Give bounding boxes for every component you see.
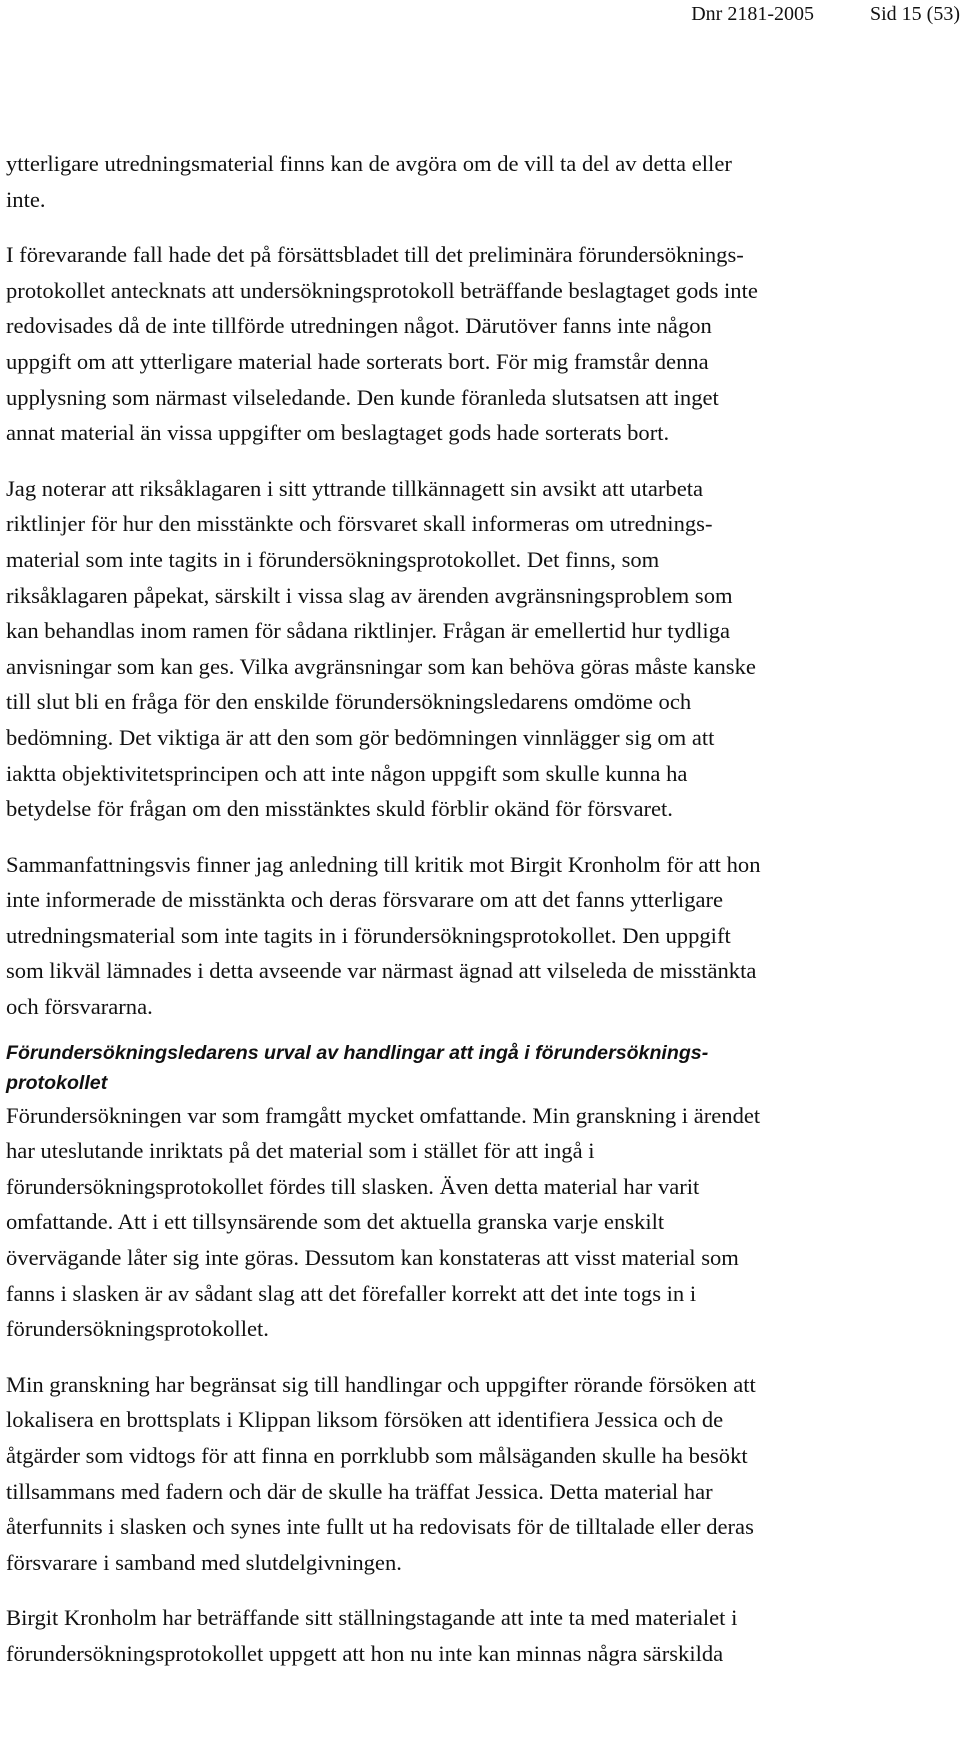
- text-line: övervägande låter sig inte göras. Dessutom kan konstateras att visst material som: [6, 1245, 739, 1271]
- text-line: har uteslutande inriktats på det material som i stället för att ingå i: [6, 1138, 595, 1164]
- text-line: återfunnits i slasken och synes inte fullt ut ha redovisats för de tilltalade eller deras: [6, 1514, 754, 1540]
- paragraph: [6, 1367, 956, 1581]
- document-body: [6, 146, 956, 1672]
- text-line: omfattande. Att i ett tillsynsärende som det aktuella granska varje enskilt: [6, 1209, 665, 1235]
- text-line: inte informerade de misstänkta och deras försvarare om att det fanns ytterligare: [6, 887, 724, 913]
- text-line: inte.: [6, 186, 46, 212]
- paragraph: [6, 146, 956, 217]
- text-line: Sammanfattningsvis finner jag anledning till kritik mot Birgit Kronholm för att hon: [6, 851, 761, 877]
- paragraph: [6, 237, 956, 451]
- text-line: upplysning som närmast vilseledande. Den kunde föranleda slutsatsen att inget: [6, 384, 719, 410]
- paragraph: [6, 847, 956, 1025]
- page-number: Sid 15 (53): [870, 3, 960, 25]
- paragraph: [6, 1600, 956, 1671]
- text-line: betydelse för frågan om den misstänktes skuld förblir okänd för försvaret.: [6, 796, 673, 822]
- text-line: iaktta objektivitetsprincipen och att inte någon uppgift som skulle kunna ha: [6, 760, 688, 786]
- text-line: material som inte tagits in i förundersökningsprotokollet. Det finns, som: [6, 546, 660, 572]
- text-line: försvarare i samband med slutdelgivningen.: [6, 1549, 402, 1575]
- section-heading: [6, 1038, 956, 1098]
- text-line: Birgit Kronholm har beträffande sitt ställningstagande att inte ta med materialet i: [6, 1605, 738, 1631]
- text-line: bedömning. Det viktiga är att den som gör bedömningen vinnlägger sig om att: [6, 724, 715, 750]
- text-line: tillsammans med fadern och där de skulle ha träffat Jessica. Detta material har: [6, 1478, 713, 1504]
- document-number: Dnr 2181-2005: [691, 3, 814, 25]
- text-line: och försvararna.: [6, 994, 153, 1020]
- text-line: I förevarande fall hade det på försättsbladet till det preliminära förundersöknings-: [6, 242, 744, 268]
- text-line: förundersökningsprotokollet uppgett att hon nu inte kan minnas några särskilda: [6, 1640, 724, 1666]
- text-line: kan behandlas inom ramen för sådana riktlinjer. Frågan är emellertid hur tydliga: [6, 618, 731, 644]
- text-line: förundersökningsprotokollet fördes till slasken. Även detta material har varit: [6, 1173, 700, 1199]
- text-line: ytterligare utredningsmaterial finns kan de avgöra om de vill ta del av detta eller: [6, 151, 732, 176]
- text-line: utredningsmaterial som inte tagits in i förundersökningsprotokollet. Den uppgift: [6, 922, 731, 948]
- text-line: uppgift om att ytterligare material hade sorterats bort. För mig framstår denna: [6, 348, 709, 374]
- text-line: åtgärder som vidtogs för att finna en porrklubb som målsäganden skulle ha besökt: [6, 1443, 748, 1468]
- paragraph: [6, 471, 956, 827]
- text-line: Min granskning har begränsat sig till handlingar och uppgifter rörande försöken att: [6, 1371, 756, 1397]
- text-line: riktlinjer för hur den misstänkte och försvaret skall informeras om utrednings-: [6, 511, 713, 537]
- text-line: till slut bli en fråga för den enskilde förundersökningsledarens omdöme och: [6, 689, 692, 715]
- text-line: Förundersökningen var som framgått mycket omfattande. Min granskning i ärendet: [6, 1102, 761, 1128]
- heading-line: Förundersökningsledarens urval av handlingar att ingå i förundersöknings-: [6, 1041, 709, 1064]
- text-line: riksåklagaren påpekat, särskilt i vissa slag av ärenden avgränsningsproblem som: [6, 582, 733, 608]
- text-line: redovisades då de inte tillförde utredningen något. Därutöver fanns inte någon: [6, 313, 712, 339]
- paragraph: [6, 1098, 956, 1347]
- text-line: förundersökningsprotokollet.: [6, 1316, 269, 1342]
- text-line: lokalisera en brottsplats i Klippan liksom försöken att identifiera Jessica och de: [6, 1407, 724, 1433]
- text-line: som likväl lämnades i detta avseende var närmast ägnad att vilseleda de misstänkta: [6, 958, 757, 984]
- page-header: [0, 0, 960, 30]
- text-line: fanns i slasken är av sådant slag att det förefaller korrekt att det inte togs in i: [6, 1280, 697, 1306]
- text-line: anvisningar som kan ges. Vilka avgränsningar som kan behöva göras måste kanske: [6, 653, 756, 679]
- text-line: Jag noterar att riksåklagaren i sitt yttrande tillkännagett sin avsikt att utarbeta: [6, 475, 704, 501]
- heading-line: protokollet: [6, 1071, 108, 1094]
- text-line: annat material än vissa uppgifter om beslagtaget gods hade sorterats bort.: [6, 420, 670, 446]
- text-line: protokollet antecknats att undersökningsprotokoll beträffande beslagtaget gods inte: [6, 277, 758, 303]
